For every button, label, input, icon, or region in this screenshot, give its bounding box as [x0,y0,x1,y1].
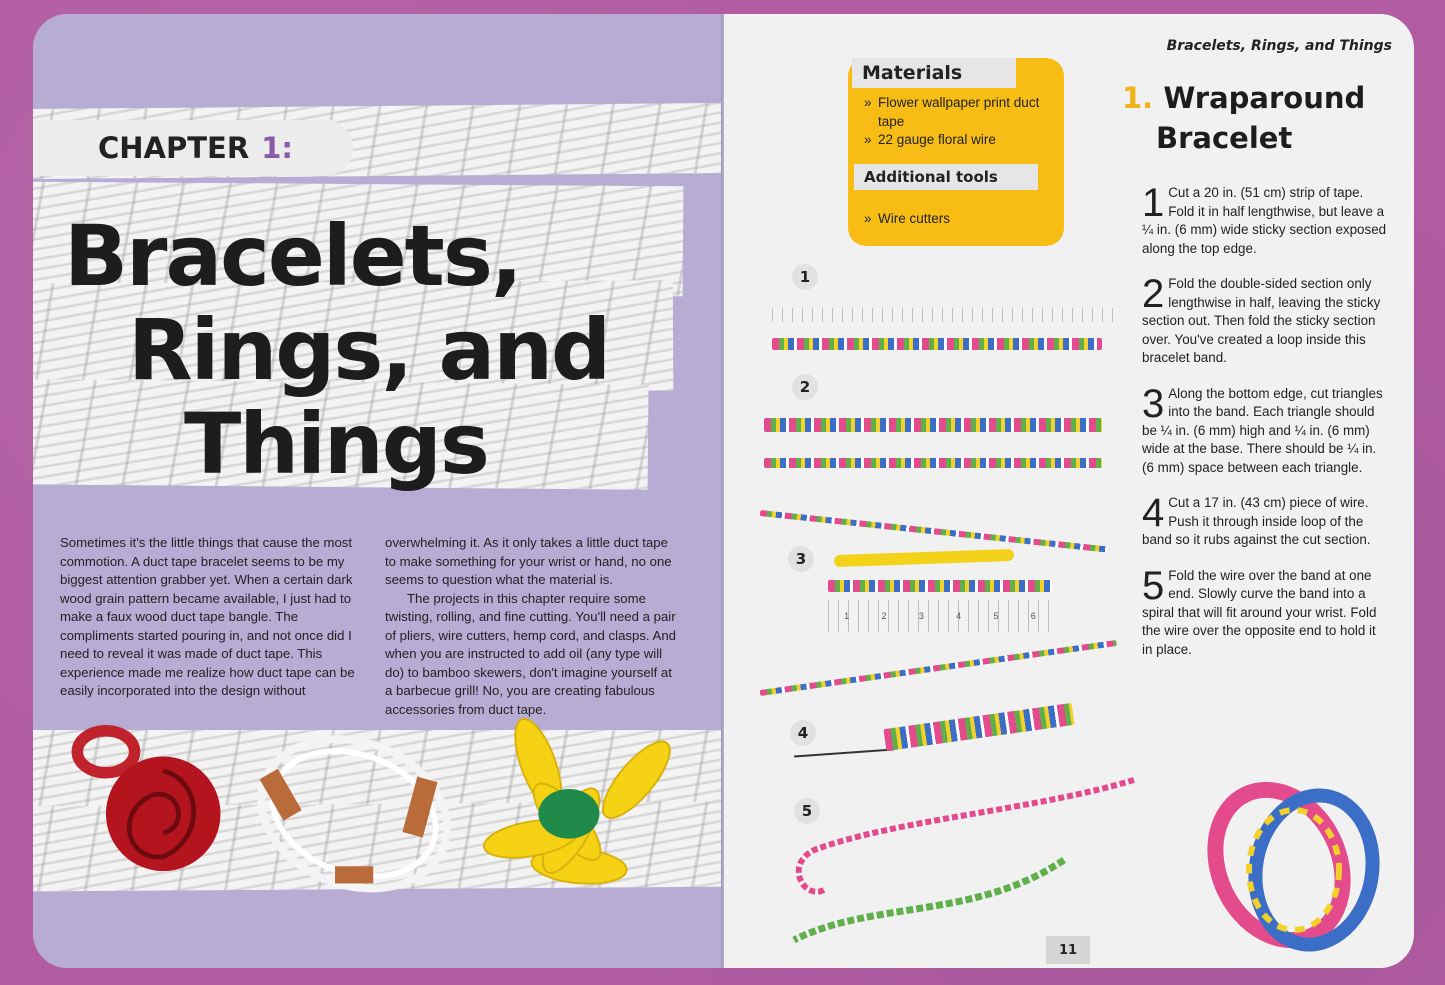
tape-strip-photo [764,458,1102,468]
step [1142,272,1388,368]
intro-paragraph: Sometimes it's the little things that cause the most commotion. A duct tape bracelet seems to be my biggest attention grabber yet. When a certain dark wood grain pattern became available, I just had to make a faux wood duct tape bangle. The compliments started pouring in, and not once did I need to reveal it was made of duct tape. This experience made me realize how duct tape can be easily incorporated into the design without [60,535,355,698]
step-text: Cut a 20 in. (51 cm) strip of tape. Fold it in half lengthwise, but leave a ¼ in. (6 mm) wide sticky section exposed along the top edge. [1142,185,1387,256]
step-text: Fold the wire over the band at one end. Slowly curve the band into a spiral that will fit around your wrist. Fold the wire over the opposite end to hold it in place. [1142,567,1377,657]
tape-strip-photo [828,580,1052,592]
right-page [724,14,1414,968]
tape-strip-photo [760,640,1117,696]
ruler-mark: 5 [993,611,999,621]
step-number: 5 [1142,563,1165,608]
step [1142,181,1388,258]
chapter-title [64,209,684,491]
photo-badge: 5 [794,798,820,824]
list-item: » Flower wallpaper print duct tape [864,94,1054,131]
left-page [33,14,723,968]
tape-strip-photo [883,703,1074,751]
step-text: Along the bottom edge, cut triangles into the band. Each triangle should be ¼ in. (6 mm) high and ¼ in. (6 mm) wide at the base. There should be ¼ in. (6 mm) space between each triangle. [1142,385,1383,475]
bracelet-photo [774,770,1414,960]
page-number: 11 [1046,936,1090,964]
bangle-image [240,714,468,914]
photo-badge: 4 [790,720,816,746]
ruler-image [828,600,1052,632]
craft-knife-image [834,549,1014,567]
step-number: 2 [1142,272,1165,316]
step [1142,563,1388,660]
step-number: 1 [1142,181,1165,225]
tape-strip-photo [772,338,1102,350]
title-line: Rings, and [128,301,610,399]
project-title-line: Bracelet [1156,121,1293,155]
list-item: » Wire cutters [864,210,1054,229]
step [1142,491,1388,550]
intro-column-1 [60,534,355,719]
tools-list [864,210,1054,229]
step-number: 4 [1142,491,1165,535]
running-head: Bracelets, Rings, and Things [1166,38,1392,54]
step-text: Fold the double-sided section only lengthwise in half, leaving the sticky section out. Then fold the sticky section over. You've created a loop inside this bracelet band. [1142,276,1381,365]
list-item: » 22 gauge floral wire [864,131,1054,150]
ruler-mark: 3 [918,611,924,621]
tape-strip-photo [772,308,1118,322]
tools-heading: Additional tools [854,164,1038,190]
steps [1142,181,1388,676]
ruler-mark: 6 [1030,611,1036,621]
title-line: Bracelets, [64,207,521,305]
project-title [1122,78,1365,158]
project-title-line: Wraparound [1163,81,1366,115]
ruler-mark: 1 [844,611,850,621]
title-line: Things [184,395,488,493]
intro-text [60,534,680,719]
intro-column-2 [385,534,680,719]
step-text: Cut a 17 in. (43 cm) piece of wire. Push it through inside loop of the band so it rubs against the cut section. [1142,495,1371,547]
photo-badge: 2 [792,374,818,400]
chapter-word: CHAPTER [98,131,250,165]
materials-box [848,58,1064,246]
tape-strip-photo [760,510,1109,553]
step-number: 3 [1142,381,1165,426]
photo-badge: 3 [788,546,814,572]
project-number: 1. [1122,81,1154,115]
ruler-mark: 2 [881,611,887,621]
craft-photos [33,704,723,914]
chapter-label [33,120,353,176]
rose-ring-image [77,731,220,871]
step [1142,381,1388,478]
chapter-number: 1: [261,131,293,165]
wire-image [794,749,894,758]
photo-badge: 1 [792,264,818,290]
tape-strip-photo [764,418,1102,432]
sunflower-image [481,713,680,887]
ruler-mark: 4 [956,611,962,621]
intro-paragraph: overwhelming it. As it only takes a little duct tape to make something for your wrist or hand, no one seems to question what the material is. [385,535,672,587]
intro-paragraph: The projects in this chapter require some twisting, rolling, and fine cutting. You'll need a pair of pliers, wire cutters, hemp cord, and clasps. And when you are instructed to add oil (any type will do) to bamboo skewers, don't imagine yourself at a barbecue grill! No, you are creating fabulous accessories from duct tape. [385,590,676,717]
materials-list [864,94,1054,150]
materials-heading: Materials [852,58,1016,88]
